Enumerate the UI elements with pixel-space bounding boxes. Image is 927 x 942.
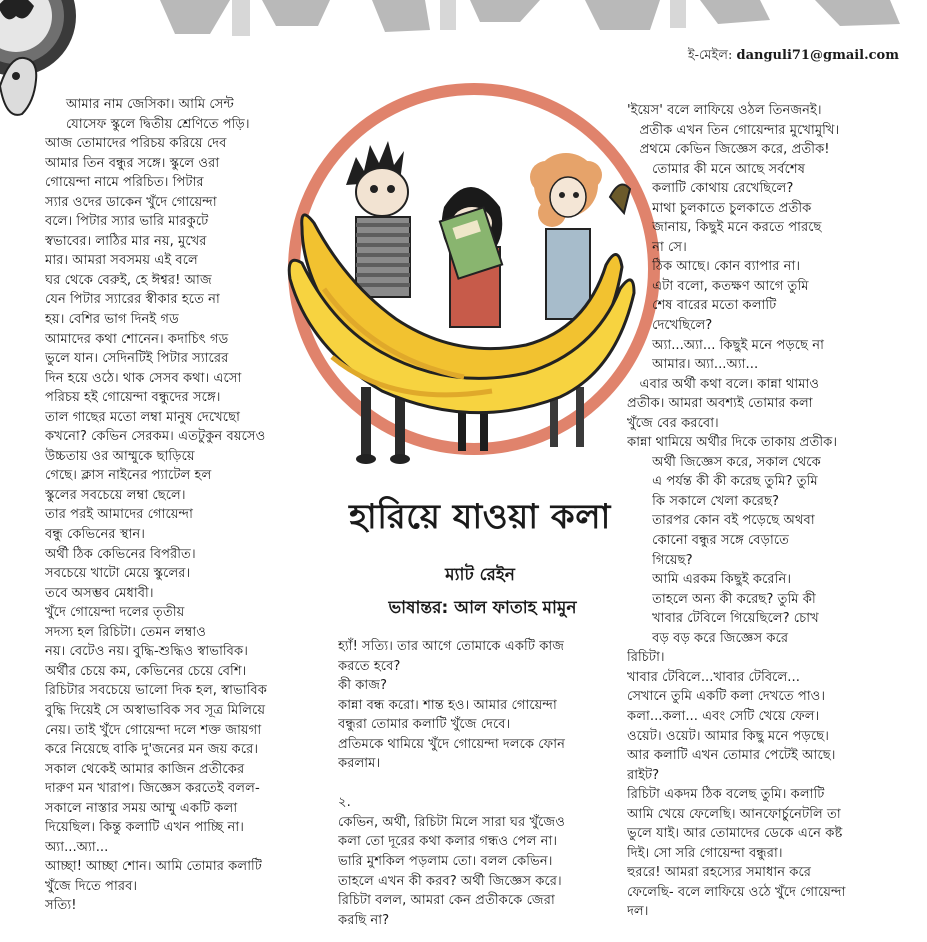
story-line: তোমার কী মনে আছে সর্বশেষ (627, 161, 805, 177)
story-line: স্বভাবের। লাঠির মার নয়, মুখের (45, 233, 207, 249)
story-translator: ভাষান্তর: আল ফাতাহ মামুন (388, 598, 577, 618)
story-line: বুদ্ধি দিয়েই সে অস্বাভাবিক সব সূত্র মিলিয়ে (45, 702, 266, 718)
story-line: গিয়েছ? (627, 552, 693, 568)
story-line: আজ তোমাদের পরিচয় করিয়ে দেব (45, 136, 227, 152)
story-line: খাবার টেবিলে...খাবার টেবিলে... (627, 669, 800, 685)
story-line: নয়। বেটেও নয়। বুদ্ধি-শুদ্ধিও স্বাভাবিক। (45, 644, 248, 660)
story-line: ২. (338, 795, 351, 811)
story-title: হারিয়ে যাওয়া কলা (349, 497, 611, 537)
story-line: আমার তিন বন্ধুর সঙ্গে। স্কুলে ওরা (45, 155, 220, 171)
story-line: এ পর্যন্ত কী কী করেছ তুমি? তুমি (627, 474, 818, 490)
story-line: কেভিন, অর্থী, রিচিটা মিলে সারা ঘর খুঁজেও (338, 814, 565, 830)
story-line: ভারি মুশকিল পড়লাম তো। বলল কেভিন। (338, 854, 553, 870)
story-line: আচ্ছা! আচ্ছা শোন। আমি তোমার কলাটি (45, 859, 262, 875)
story-line: তাহলে এখন কী করব? অর্থী জিজ্ঞেস করে। (338, 873, 562, 889)
story-line: করলাম। (338, 756, 381, 772)
story-line: অর্থী ঠিক কেভিনের বিপরীত। (45, 546, 196, 562)
story-line: ওয়েট। ওয়েট। আমার কিছু মনে পড়ছে। (627, 728, 829, 744)
story-line: জানায়, কিছুই মনে করতে পারছে (627, 220, 822, 236)
story-line: দিই। সো সরি গোয়েন্দা বন্ধুরা। (627, 845, 783, 861)
story-line: সবচেয়ে খাটো মেয়ে স্কুলের। (45, 566, 191, 582)
story-line: করতে হবে? (338, 658, 401, 674)
story-line: কী কাজ? (338, 678, 388, 694)
story-line: বন্ধু কেভিনের স্থান। (45, 527, 145, 543)
story-line: অর্থী জিজ্ঞেস করে, সকাল থেকে (627, 454, 821, 470)
story-line: দেখেছিলে? (627, 318, 713, 334)
story-line: এবার অর্থী কথা বলে। কান্না থামাও (627, 376, 820, 392)
story-line: খুঁজে দিতে পারব। (45, 878, 138, 894)
story-line: করছি না? (338, 912, 390, 928)
story-line: গোয়েন্দা নামে পরিচিত। পিটার (45, 175, 204, 191)
story-line: প্রতিমকে থামিয়ে খুঁদে গোয়েন্দা দলকে ফোন (338, 736, 565, 752)
story-line: স্যার ওদের ডাকেন খুঁদে গোয়েন্দা (45, 194, 217, 210)
story-line: মার। আমরা সবসময় এই বলে (45, 253, 198, 269)
story-line: তাহলে অন্য কী করেছ? তুমি কী (627, 591, 816, 607)
story-line: সকাল থেকেই আমার কাজিন প্রতীকের (45, 761, 245, 777)
story-line: রিচিটার সবচেয়ে ভালো দিক হল, স্বাভাবিক (45, 683, 267, 699)
story-line: খুঁজে বের করবো। (627, 415, 719, 431)
story-line: রিচিটা একদম ঠিক বলেছ তুমি। কলাটি (627, 787, 825, 803)
story-line: ফেলেছি- বলে লাফিয়ে ওঠে খুঁদে গোয়েন্দা (627, 884, 846, 900)
story-line: বড় বড় করে জিজ্ঞেস করে (627, 630, 789, 646)
story-line: যেন পিটার স্যারের স্বীকার হতে না (45, 292, 220, 308)
header-decorative-band (0, 0, 927, 40)
story-line: প্রতীক এখন তিন গোয়েন্দার মুখোমুখি। (627, 122, 840, 138)
story-illustration (284, 57, 664, 479)
story-line: 'ইয়েস' বলে লাফিয়ে ওঠল তিনজনই। (627, 103, 822, 118)
story-line: এটা বলো, কতক্ষণ আগে তুমি (627, 278, 809, 294)
story-line: খুঁদে গোয়েন্দা দলের তৃতীয় (45, 605, 185, 621)
story-line: আর কলাটি এখন তোমার পেটেই আছে। (627, 748, 836, 764)
story-line: ভুলে যান। সেদিনটিই পিটার স্যারের (45, 351, 229, 367)
story-line: মাথা চুলকাতে চুলকাতে প্রতীক (627, 200, 812, 216)
story-line: খাবার টেবিলে গিয়েছিলে? চোখ (627, 611, 819, 627)
story-line: দিয়েছিল। কিন্তু কলাটি এখন পাচ্ছি না। (45, 820, 244, 836)
story-line: রাইট? (627, 767, 660, 783)
story-line: উচ্চতায় ওর আম্মুকে ছাড়িয়ে (45, 448, 195, 464)
story-line: হুররে! আমরা রহস্যের সমাধান করে (627, 865, 812, 881)
story-line: সেখানে তুমি একটি কলা দেখতে পাও। (627, 689, 826, 705)
story-line: না সে। (627, 239, 687, 255)
story-line: গেছে। ক্লাস নাইনের প্যাটেল হল (45, 468, 212, 484)
story-line: সকালে নাস্তার সময় আম্মু একটি কলা (45, 800, 238, 816)
story-line: আমি এরকম কিছুই করেনি। (627, 572, 792, 588)
story-line: নেয়। তাই খুঁদে গোয়েন্দা দলে শক্ত জায়গা (45, 722, 262, 738)
story-line (338, 774, 638, 794)
email-address: danguli71@gmail.com (736, 48, 899, 63)
story-line: অর্থীর চেয়ে কম, কেভিনের চেয়ে বেশি। (45, 663, 247, 679)
story-line: অ্যা...অ্যা... কিছুই মনে পড়ছে না (627, 337, 824, 353)
story-column-right (627, 101, 917, 922)
story-line: দিন হয়ে ওঠে। থাক সেসব কথা। এসো (45, 370, 242, 386)
story-line: আমার নাম জেসিকা। আমি সেন্ট (45, 97, 234, 112)
story-line: কলা...কলা... এবং সেটি খেয়ে ফেল। (627, 708, 820, 724)
story-line: প্রতীক। আমরা অবশ্যই তোমার কলা (627, 396, 813, 412)
story-line: ঠিক আছে। কোন ব্যাপার না। (627, 259, 801, 275)
story-line: পরিচয় হই গোয়েন্দা বন্ধুদের সঙ্গে। (45, 390, 221, 406)
story-line: সদস্য হল রিচিটা। তেমন লম্বাও (45, 624, 206, 640)
story-line: যোসেফ স্কুলে দ্বিতীয় শ্রেণিতে পড়ি। (45, 116, 250, 132)
story-line: সত্যি! (45, 898, 77, 914)
story-line: আমি খেয়ে ফেলেছি। আনফোর্চুনেটলি তা (627, 806, 841, 822)
story-line: ভুলে যাই। আর তোমাদের ডেকে এনে কষ্ট (627, 826, 843, 842)
email-label: ই-মেইল: (687, 48, 733, 63)
story-line: প্রথমে কেভিন জিজ্ঞেস করে, প্রতীক! (627, 142, 830, 158)
story-line: হয়। বেশির ভাগ দিনই গড (45, 312, 179, 328)
story-author: ম্যাট রেইন (445, 565, 515, 585)
story-line: কলাটি কোথায় রেখেছিলে? (627, 181, 794, 197)
story-line: হ্যাঁ! সত্যি। তার আগে তোমাকে একটি কাজ (338, 639, 565, 654)
story-line: তার পরই আমাদের গোয়েন্দা (45, 507, 193, 523)
story-line: তাল গাছের মতো লম্বা মানুষ দেখেছো (45, 409, 240, 425)
story-line: তারপর কোন বই পড়েছে অথবা (627, 513, 815, 529)
story-line: শেষ বারের মতো কলাটি (627, 298, 777, 314)
story-line: আমার। অ্যা...অ্যা... (627, 357, 759, 373)
story-line: তবে অসম্ভব মেধাবী। (45, 585, 154, 601)
story-line: দারুণ মন খারাপ। জিজ্ঞেস করতেই বলল- (45, 781, 260, 797)
story-line: আমাদের কথা শোনেন। কদাচিৎ গড (45, 331, 229, 347)
story-line: কলা তো দূরের কথা কলার গন্ধও পেল না। (338, 834, 558, 850)
story-column-middle (338, 637, 638, 930)
story-line: দল। (627, 904, 649, 920)
story-line: কি সকালে খেলা করেছ? (627, 493, 780, 509)
story-line: করে নিয়েছে বাকি দু'জনের মন জয় করে। (45, 742, 259, 758)
story-line: বলে। পিটার স্যার ভারি মারকুটে (45, 214, 209, 230)
story-line: কোনো বন্ধুর সঙ্গে বেড়াতে (627, 533, 790, 549)
story-line: অ্যা...অ্যা... (45, 839, 109, 855)
story-line: কখনো? কেভিন সেরকম। এতটুকুন বয়সেও (45, 429, 266, 445)
story-line: ঘর থেকে বেরুই, হে ঈশ্বর! আজ (45, 272, 212, 288)
story-column-left (45, 95, 325, 916)
story-line: রিচিটা। (627, 650, 665, 666)
story-line: স্কুলের সবচেয়ে লম্বা ছেলে। (45, 487, 186, 503)
story-line: বন্ধুরা তোমার কলাটি খুঁজে দেবে। (338, 717, 511, 733)
contact-email (688, 46, 899, 67)
story-line: কান্না বন্ধ করো। শান্ত হও। আমার গোয়েন্দা (338, 697, 557, 713)
story-line: রিচিটা বলল, আমরা কেন প্রতীককে জেরা (338, 893, 555, 909)
story-line: কান্না থামিয়ে অর্থীর দিকে তাকায় প্রতীক। (627, 435, 838, 451)
